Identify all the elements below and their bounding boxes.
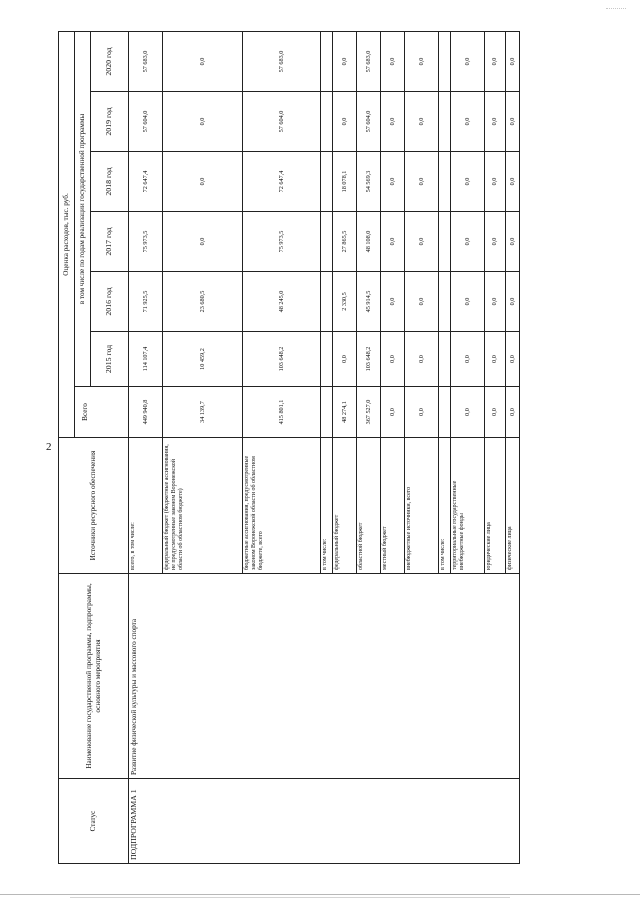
- year-value: 57 604,0: [243, 92, 321, 152]
- total-value: 449 940,8: [129, 387, 163, 438]
- year-value: [321, 332, 333, 387]
- year-value: 27 865,5: [333, 212, 357, 272]
- year-value: 75 973,5: [129, 212, 163, 272]
- year-value: [321, 272, 333, 332]
- year-header: 2015 год: [91, 332, 129, 387]
- year-value: [439, 212, 451, 272]
- year-value: 103 648,2: [357, 332, 381, 387]
- year-value: 57 604,0: [357, 92, 381, 152]
- estimate-header: Оценка расходов, тыс. руб.: [59, 31, 75, 437]
- year-value: 0,0: [451, 332, 485, 387]
- source-label: федеральный бюджет: [333, 438, 357, 574]
- year-value: 0,0: [405, 31, 439, 91]
- year-value: [439, 92, 451, 152]
- year-value: 0,0: [381, 272, 405, 332]
- source-label: территориальные государственные внебюджетные фонды: [451, 438, 485, 574]
- year-value: 0,0: [506, 152, 520, 212]
- year-header: 2018 год: [91, 152, 129, 212]
- year-value: 114 107,4: [129, 332, 163, 387]
- year-value: 0,0: [485, 152, 506, 212]
- total-value: 48 274,1: [333, 387, 357, 438]
- source-label: областной бюджет: [357, 438, 381, 574]
- year-value: 48 245,0: [243, 272, 321, 332]
- program-name-cell: Развитие физической культуры и массового спорта: [129, 574, 520, 779]
- page-number: 2: [46, 441, 52, 453]
- program-name-header: Наименование государственной программы, подпрограммы, основного мероприятия: [59, 574, 129, 779]
- bottom-rule: [0, 894, 640, 895]
- year-value: 57 683,0: [243, 31, 321, 91]
- source-label: юридические лица: [485, 438, 506, 574]
- year-value: 0,0: [485, 92, 506, 152]
- source-label: бюджетные ассигнования, предусмотренные законом Воронежской области об областном бюджете, всего: [243, 438, 321, 574]
- year-value: 0,0: [333, 332, 357, 387]
- year-value: 0,0: [381, 152, 405, 212]
- source-label: в том числе:: [321, 438, 333, 574]
- year-value: 0,0: [506, 31, 520, 91]
- total-value: 0,0: [381, 387, 405, 438]
- year-value: 57 683,0: [129, 31, 163, 91]
- total-value: 0,0: [506, 387, 520, 438]
- total-value: 0,0: [405, 387, 439, 438]
- source-label: внебюджетные источники, всего: [405, 438, 439, 574]
- corner-mark: [606, 8, 626, 9]
- year-value: 0,0: [163, 152, 243, 212]
- year-value: 48 108,0: [357, 212, 381, 272]
- source-label: местный бюджет: [381, 438, 405, 574]
- source-label: всего, в том числе:: [129, 438, 163, 574]
- source-label: физические лица: [506, 438, 520, 574]
- year-value: 10 459,2: [163, 332, 243, 387]
- year-value: 0,0: [405, 212, 439, 272]
- status-cell: ПОДПРОГРАММА 1: [129, 779, 520, 864]
- year-value: 57 683,0: [357, 31, 381, 91]
- budget-table: [58, 31, 520, 864]
- year-value: 0,0: [381, 212, 405, 272]
- year-value: 0,0: [381, 92, 405, 152]
- year-value: [321, 212, 333, 272]
- year-value: 0,0: [405, 272, 439, 332]
- year-value: 0,0: [485, 212, 506, 272]
- year-value: 0,0: [485, 31, 506, 91]
- sources-header: Источники ресурсного обеспечения: [59, 438, 129, 574]
- year-value: 0,0: [506, 212, 520, 272]
- year-value: 18 078,1: [333, 152, 357, 212]
- year-value: 0,0: [405, 92, 439, 152]
- source-label: федеральный бюджет (бюджетные ассигнования, не предусмотренные законом Воронежской области об областном бюджете): [163, 438, 243, 574]
- year-value: [321, 31, 333, 91]
- year-value: 45 914,5: [357, 272, 381, 332]
- total-value: [321, 387, 333, 438]
- year-value: [321, 92, 333, 152]
- year-value: [439, 272, 451, 332]
- year-header: 2019 год: [91, 92, 129, 152]
- year-value: 0,0: [451, 272, 485, 332]
- year-value: [439, 332, 451, 387]
- year-value: 2 330,5: [333, 272, 357, 332]
- year-value: 0,0: [163, 92, 243, 152]
- total-value: 367 527,0: [357, 387, 381, 438]
- year-value: 23 680,5: [163, 272, 243, 332]
- source-label: в том числе:: [439, 438, 451, 574]
- by-year-header: в том числе по годам реализации государственной программы: [75, 31, 91, 386]
- total-value: [439, 387, 451, 438]
- year-value: 0,0: [381, 31, 405, 91]
- year-value: 54 569,3: [357, 152, 381, 212]
- year-value: 0,0: [333, 92, 357, 152]
- total-value: 0,0: [451, 387, 485, 438]
- year-value: 0,0: [451, 212, 485, 272]
- year-value: 72 647,4: [129, 152, 163, 212]
- year-value: 0,0: [163, 212, 243, 272]
- year-value: 57 604,0: [129, 92, 163, 152]
- total-value: 34 139,7: [163, 387, 243, 438]
- table-row: [129, 31, 163, 863]
- year-header: 2016 год: [91, 272, 129, 332]
- year-value: 0,0: [451, 152, 485, 212]
- year-value: 0,0: [163, 31, 243, 91]
- year-header: 2017 год: [91, 212, 129, 272]
- status-header: Статус: [59, 779, 129, 864]
- total-header: Всего: [75, 387, 129, 438]
- year-value: 0,0: [506, 272, 520, 332]
- year-value: [321, 152, 333, 212]
- bottom-rule-secondary: [70, 897, 510, 898]
- total-value: 0,0: [485, 387, 506, 438]
- year-value: 72 647,4: [243, 152, 321, 212]
- year-value: 0,0: [485, 332, 506, 387]
- year-value: 0,0: [405, 332, 439, 387]
- total-value: 415 801,1: [243, 387, 321, 438]
- year-value: 0,0: [333, 31, 357, 91]
- year-value: 0,0: [451, 31, 485, 91]
- year-value: 0,0: [405, 152, 439, 212]
- table-body: [129, 31, 520, 863]
- year-value: 103 648,2: [243, 332, 321, 387]
- year-value: 0,0: [485, 272, 506, 332]
- year-value: [439, 31, 451, 91]
- header-row-1: [59, 31, 75, 863]
- year-value: 0,0: [506, 92, 520, 152]
- rotated-table-container: [58, 32, 516, 864]
- year-value: 75 973,5: [243, 212, 321, 272]
- year-value: 0,0: [506, 332, 520, 387]
- year-value: [439, 152, 451, 212]
- year-value: 71 925,5: [129, 272, 163, 332]
- year-value: 0,0: [451, 92, 485, 152]
- year-header: 2020 год: [91, 31, 129, 91]
- year-value: 0,0: [381, 332, 405, 387]
